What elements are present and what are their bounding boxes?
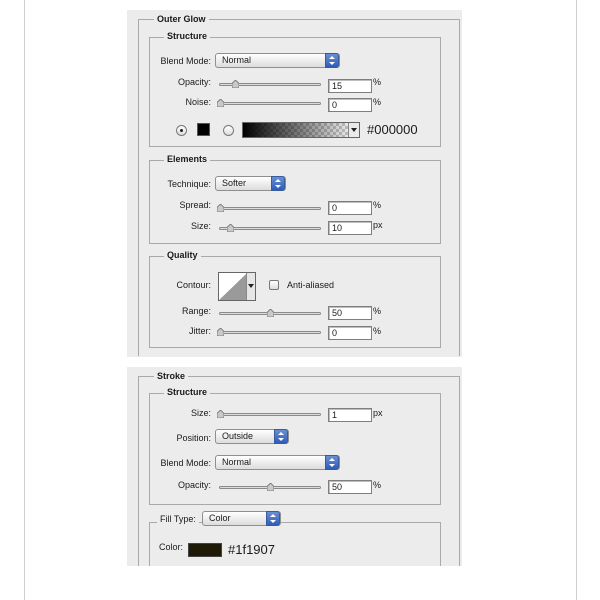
technique-select[interactable] [215, 176, 286, 191]
stroke-opacity-label: Opacity: [177, 480, 211, 490]
slider-thumb-icon[interactable] [217, 204, 224, 212]
gradient-swatch[interactable] [242, 122, 360, 138]
slider-thumb-icon[interactable] [217, 410, 224, 418]
slider-thumb-icon[interactable] [227, 224, 234, 232]
structure-title: Structure [164, 31, 210, 41]
range-label: Range: [181, 306, 211, 316]
slider-thumb-icon[interactable] [267, 309, 274, 317]
contour-preview-icon [219, 273, 247, 300]
slider-thumb-icon[interactable] [232, 80, 239, 88]
stroke-structure-title: Structure [164, 387, 210, 397]
anti-aliased-label: Anti-aliased [287, 280, 335, 290]
position-select[interactable] [215, 429, 289, 444]
stroke-opacity-input[interactable]: 50 [328, 480, 372, 494]
spread-label: Spread: [179, 200, 211, 210]
stroke-color-hex: #1f1907 [228, 542, 275, 557]
position-label: Position: [176, 433, 211, 443]
spread-unit: % [373, 200, 382, 210]
position-value: Outside [222, 431, 254, 441]
glow-color-swatch[interactable] [197, 123, 210, 136]
range-slider[interactable] [219, 312, 321, 315]
contour-picker[interactable] [218, 272, 256, 301]
outer-glow-panel [127, 10, 462, 357]
stroke-blend-mode-value: Normal [222, 457, 252, 467]
spread-slider[interactable] [219, 207, 321, 210]
stroke-blend-mode-label: Blend Mode: [160, 458, 211, 468]
select-arrows-icon [325, 455, 339, 470]
fill-type-select[interactable] [202, 511, 281, 526]
technique-value: Softer [222, 178, 247, 188]
select-arrows-icon [266, 511, 280, 526]
solid-color-radio[interactable] [176, 125, 187, 136]
slider-thumb-icon[interactable] [217, 99, 224, 107]
stroke-title: Stroke [154, 371, 188, 381]
stroke-panel [127, 367, 462, 566]
blend-mode-select[interactable] [215, 53, 340, 68]
range-unit: % [373, 306, 382, 316]
stroke-size-input[interactable]: 1 [328, 408, 372, 422]
stroke-size-unit: px [373, 408, 383, 418]
blend-mode-label: Blend Mode: [160, 56, 211, 66]
range-input[interactable]: 50 [328, 306, 372, 320]
opacity-slider[interactable] [219, 83, 321, 86]
stroke-size-label: Size: [190, 408, 211, 418]
opacity-input[interactable]: 15 [328, 79, 372, 93]
size-unit: px [373, 220, 383, 230]
noise-unit: % [373, 97, 382, 107]
jitter-input[interactable]: 0 [328, 326, 372, 340]
page-border-right [576, 0, 577, 600]
stroke-size-slider[interactable] [219, 413, 321, 416]
opacity-label: Opacity: [177, 77, 211, 87]
gradient-dropdown-arrow-icon[interactable] [348, 123, 359, 137]
contour-dropdown-arrow-icon[interactable] [246, 273, 255, 300]
stroke-opacity-slider[interactable] [219, 486, 321, 489]
stroke-blend-mode-select[interactable] [215, 455, 340, 470]
technique-label: Technique: [167, 179, 211, 189]
noise-slider[interactable] [219, 102, 321, 105]
stroke-color-swatch[interactable] [188, 543, 222, 557]
jitter-label: Jitter: [188, 326, 211, 336]
fill-type-value: Color [209, 513, 231, 523]
outer-glow-title: Outer Glow [154, 14, 209, 24]
noise-label: Noise: [185, 97, 211, 107]
gradient-radio[interactable] [223, 125, 234, 136]
size-slider[interactable] [219, 227, 321, 230]
slider-thumb-icon[interactable] [267, 483, 274, 491]
blend-mode-value: Normal [222, 55, 252, 65]
color-label: Color: [159, 542, 184, 552]
slider-thumb-icon[interactable] [217, 328, 224, 336]
anti-aliased-checkbox[interactable] [269, 280, 279, 290]
jitter-slider[interactable] [219, 331, 321, 334]
select-arrows-icon [271, 176, 285, 191]
select-arrows-icon [325, 53, 339, 68]
page-border-left [24, 0, 25, 600]
opacity-unit: % [373, 77, 382, 87]
contour-label: Contour: [176, 280, 211, 290]
spread-input[interactable]: 0 [328, 201, 372, 215]
stroke-opacity-unit: % [373, 480, 382, 490]
elements-title: Elements [164, 154, 210, 164]
quality-title: Quality [164, 250, 201, 260]
size-label: Size: [190, 221, 211, 231]
fill-type-label: Fill Type: [157, 514, 199, 524]
size-input[interactable]: 10 [328, 221, 372, 235]
select-arrows-icon [274, 429, 288, 444]
noise-input[interactable]: 0 [328, 98, 372, 112]
jitter-unit: % [373, 326, 382, 336]
gradient-hex-label: #000000 [367, 122, 418, 137]
